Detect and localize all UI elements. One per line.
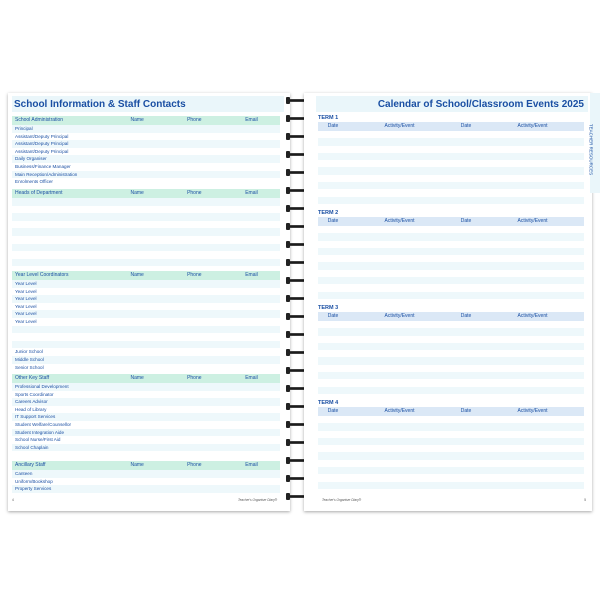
table-row[interactable] xyxy=(12,213,280,221)
table-row[interactable]: Student Welfare/Counsellor xyxy=(15,421,72,427)
column-header: Date xyxy=(327,218,339,224)
contacts-section xyxy=(12,271,280,371)
event-row[interactable] xyxy=(318,160,584,167)
ring-hole xyxy=(286,259,290,266)
column-header: Activity/Event xyxy=(517,123,548,129)
column-header: Activity/Event xyxy=(517,218,548,224)
term-block xyxy=(318,209,584,299)
column-header: Date xyxy=(460,408,472,414)
event-row[interactable] xyxy=(318,467,584,474)
table-row[interactable]: Daily Organiser xyxy=(12,155,280,163)
column-header: Phone xyxy=(187,272,202,278)
table-row[interactable] xyxy=(12,251,280,259)
ring-hole xyxy=(286,367,290,374)
side-tab-label: TEACHER RESOURCES xyxy=(588,123,594,176)
ring-hole xyxy=(286,457,290,464)
page-number: 4 xyxy=(12,498,14,502)
right-page xyxy=(304,93,592,511)
column-header: Date xyxy=(327,123,339,129)
table-row[interactable]: Uniform/Bookshop xyxy=(15,478,53,484)
table-row[interactable]: Middle School xyxy=(12,356,280,364)
table-row[interactable] xyxy=(12,326,280,334)
column-header: Name xyxy=(130,272,144,278)
term-header xyxy=(318,407,584,416)
event-row[interactable] xyxy=(318,284,584,291)
term-block xyxy=(318,304,584,394)
table-row[interactable] xyxy=(12,236,280,244)
column-header: Email xyxy=(245,117,258,123)
ring-hole xyxy=(286,97,290,104)
table-row[interactable] xyxy=(12,198,280,206)
event-row[interactable] xyxy=(318,379,584,386)
table-row[interactable] xyxy=(12,228,280,236)
term-header xyxy=(318,122,584,131)
event-row[interactable] xyxy=(318,416,584,423)
ring-hole xyxy=(286,439,290,446)
event-row[interactable] xyxy=(318,365,584,372)
table-row[interactable] xyxy=(12,341,280,349)
table-row[interactable] xyxy=(12,221,280,229)
event-row[interactable] xyxy=(318,328,584,335)
section-title: School Administration xyxy=(15,117,64,123)
ring-hole xyxy=(286,331,290,338)
page-title: School Information & Staff Contacts xyxy=(14,99,186,110)
event-row[interactable] xyxy=(318,255,584,262)
column-header: Activity/Event xyxy=(517,313,548,319)
column-header: Name xyxy=(130,190,144,196)
ring-hole xyxy=(286,385,290,392)
column-header: Date xyxy=(460,123,472,129)
table-row[interactable]: Year Level xyxy=(15,303,37,309)
event-row[interactable] xyxy=(318,197,584,204)
table-row[interactable]: Assistant/Deputy Principal xyxy=(15,148,69,154)
event-row[interactable] xyxy=(318,138,584,145)
table-row[interactable]: Year Level xyxy=(15,318,37,324)
section-title: Other Key Staff xyxy=(15,375,50,381)
contacts-section xyxy=(12,189,280,274)
ring-hole xyxy=(286,115,290,122)
table-row[interactable]: Main Reception/Administration xyxy=(12,171,280,179)
column-header: Phone xyxy=(187,462,202,468)
column-header: Phone xyxy=(187,375,202,381)
ring-hole xyxy=(286,151,290,158)
column-header: Date xyxy=(327,408,339,414)
table-row[interactable]: Year Level xyxy=(15,288,37,294)
section-title: Ancillary Staff xyxy=(15,462,46,468)
ring-hole xyxy=(286,205,290,212)
column-header: Activity/Event xyxy=(384,123,415,129)
event-row[interactable] xyxy=(318,445,584,452)
section-title: Heads of Department xyxy=(15,190,63,196)
event-row[interactable] xyxy=(318,336,584,343)
ring-hole xyxy=(286,241,290,248)
table-row[interactable]: Student Integration Aide xyxy=(12,429,280,437)
table-row[interactable] xyxy=(12,206,280,214)
event-row[interactable] xyxy=(318,438,584,445)
ring-hole xyxy=(286,187,290,194)
ring-hole xyxy=(286,403,290,410)
table-row[interactable]: Year Level xyxy=(12,310,280,318)
column-header: Activity/Event xyxy=(384,313,415,319)
term-label: TERM 1 xyxy=(318,115,339,121)
event-row[interactable] xyxy=(318,189,584,196)
section-header xyxy=(12,116,280,125)
event-row[interactable] xyxy=(318,233,584,240)
table-row[interactable]: Business/Finance Manager xyxy=(15,163,71,169)
event-row[interactable] xyxy=(318,292,584,299)
column-header: Phone xyxy=(187,190,202,196)
table-row[interactable]: School Chaplain xyxy=(12,444,280,452)
column-header: Activity/Event xyxy=(384,218,415,224)
section-header xyxy=(12,189,280,198)
event-row[interactable] xyxy=(318,153,584,160)
column-header: Date xyxy=(327,313,339,319)
event-row[interactable] xyxy=(318,175,584,182)
table-row[interactable]: Professional Development xyxy=(12,383,280,391)
table-row[interactable]: IT Support Services xyxy=(12,413,280,421)
column-header: Email xyxy=(245,190,258,196)
term-block xyxy=(318,114,584,204)
ring-hole xyxy=(286,493,290,500)
table-row[interactable]: Assistant/Deputy Principal xyxy=(12,140,280,148)
term-header xyxy=(318,312,584,321)
table-row[interactable]: Year Level xyxy=(12,295,280,303)
section-header xyxy=(12,461,280,470)
table-row[interactable]: Canteen xyxy=(12,470,280,478)
table-row[interactable]: Principal xyxy=(12,125,280,133)
term-label: TERM 3 xyxy=(318,305,339,311)
ring-hole xyxy=(286,295,290,302)
term-block xyxy=(318,399,584,489)
table-row[interactable]: Junior School xyxy=(15,349,43,355)
footer-brand: Teacher's Organiser Diary® xyxy=(238,498,278,502)
event-row[interactable] xyxy=(318,248,584,255)
table-row[interactable]: Senior School xyxy=(15,364,44,370)
event-row[interactable] xyxy=(318,452,584,459)
page-number: 5 xyxy=(584,498,586,502)
page-title: Calendar of School/Classroom Events 2025 xyxy=(377,99,584,110)
left-page xyxy=(8,93,290,511)
event-row[interactable] xyxy=(318,321,584,328)
event-row[interactable] xyxy=(318,431,584,438)
ring-hole xyxy=(286,475,290,482)
event-row[interactable] xyxy=(318,387,584,394)
event-row[interactable] xyxy=(318,350,584,357)
table-row[interactable] xyxy=(12,333,280,341)
column-header: Date xyxy=(460,313,472,319)
table-row[interactable]: School Nurse/First Aid xyxy=(15,437,61,443)
footer-brand: Teacher's Organiser Diary® xyxy=(322,498,362,502)
event-row[interactable] xyxy=(318,343,584,350)
column-header: Phone xyxy=(187,117,202,123)
contacts-section xyxy=(12,374,280,451)
contacts-section xyxy=(12,461,280,493)
table-row[interactable]: Careers Advisor xyxy=(12,398,280,406)
column-header: Email xyxy=(245,272,258,278)
table-row[interactable] xyxy=(12,244,280,252)
ring-hole xyxy=(286,169,290,176)
table-row[interactable] xyxy=(12,259,280,267)
column-header: Date xyxy=(460,218,472,224)
event-row[interactable] xyxy=(318,226,584,233)
table-row[interactable]: Assistant/Deputy Principal xyxy=(15,133,69,139)
event-row[interactable] xyxy=(318,482,584,489)
section-header xyxy=(12,271,280,280)
table-row[interactable]: Property Services xyxy=(12,485,280,493)
event-row[interactable] xyxy=(318,277,584,284)
column-header: Email xyxy=(245,462,258,468)
term-label: TERM 2 xyxy=(318,210,339,216)
event-row[interactable] xyxy=(318,241,584,248)
ring-hole xyxy=(286,313,290,320)
event-row[interactable] xyxy=(318,146,584,153)
ring-hole xyxy=(286,133,290,140)
event-row[interactable] xyxy=(318,460,584,467)
column-header: Name xyxy=(130,375,144,381)
table-row[interactable]: Enrolments Officer xyxy=(15,179,53,185)
ring-hole xyxy=(286,349,290,356)
event-row[interactable] xyxy=(318,131,584,138)
term-header xyxy=(318,217,584,226)
event-row[interactable] xyxy=(318,270,584,277)
event-row[interactable] xyxy=(318,167,584,174)
column-header: Name xyxy=(130,462,144,468)
contacts-section xyxy=(12,116,280,186)
section-header xyxy=(12,374,280,383)
column-header: Activity/Event xyxy=(517,408,548,414)
event-row[interactable] xyxy=(318,474,584,481)
table-row[interactable]: Sports Coordinator xyxy=(15,391,54,397)
event-row[interactable] xyxy=(318,182,584,189)
ring-hole xyxy=(286,223,290,230)
event-row[interactable] xyxy=(318,262,584,269)
event-row[interactable] xyxy=(318,372,584,379)
event-row[interactable] xyxy=(318,423,584,430)
table-row[interactable]: Head of Library xyxy=(15,406,47,412)
event-row[interactable] xyxy=(318,357,584,364)
column-header: Activity/Event xyxy=(384,408,415,414)
section-title: Year Level Coordinators xyxy=(15,272,69,278)
column-header: Name xyxy=(130,117,144,123)
ring-hole xyxy=(286,421,290,428)
column-header: Email xyxy=(245,375,258,381)
term-label: TERM 4 xyxy=(318,400,339,406)
ring-hole xyxy=(286,277,290,284)
table-row[interactable]: Year Level xyxy=(12,280,280,288)
